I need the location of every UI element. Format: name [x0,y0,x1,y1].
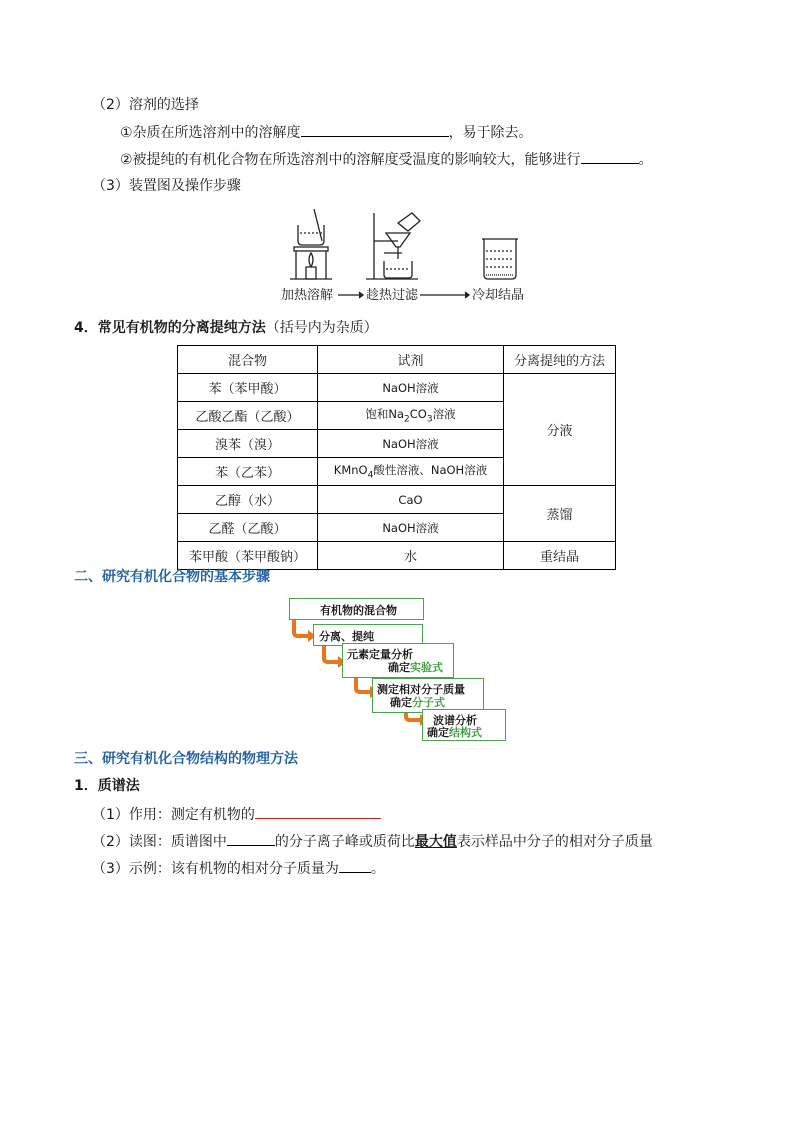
table-row [178,374,616,402]
separation-methods-table [177,345,616,570]
cell-reagent: NaOH溶液 [318,514,504,542]
cell-reagent: 水 [318,542,504,570]
cell-reagent: CaO [318,486,504,514]
flow-box-label: 测定相对分子质量 [377,683,465,696]
cell-method-fenye: 分液 [504,374,616,486]
flow-box-label: 波谱分析 [433,714,477,727]
answer-blank[interactable] [301,122,449,137]
header-mixture: 混合物 [178,346,318,374]
mass-spec-item-3-text: （3）示例：该有机物的相对分子质量为 [92,861,339,877]
solvent-item-1-text: ①杂质在所选溶剂中的溶解度 [120,125,301,141]
filtration-apparatus-icon [366,213,420,279]
apparatus-heading: （3）装置图及操作步骤 [92,178,241,194]
beaker-icon [482,239,518,279]
heating-apparatus-icon [290,209,332,279]
table-header-row [178,346,616,374]
cell-method-distill: 蒸馏 [504,486,616,542]
flow-box-elemental [342,643,454,678]
flow-box-spectra [422,709,506,741]
cell-method-recrystallize: 重结晶 [504,542,616,570]
flow-box-label: 分离、提纯 [319,630,374,643]
cell-mixture: 乙醛（乙酸） [178,514,318,542]
cell-reagent: NaOH溶液 [318,374,504,402]
answer-blank[interactable] [339,858,371,873]
solvent-item-1-tail: ，易于除去。 [448,125,533,141]
mass-spec-item-2-text: （2）读图：质谱图中 [92,834,227,850]
cell-mixture: 溴苯（溴） [178,430,318,458]
mass-spec-item-2: （2）读图：质谱图中 的分子离子峰或质荷比最大值表示样品中分子的相对分子质量 [92,831,653,852]
step-hot-filter: 趁热过滤 [366,288,419,303]
cell-reagent: NaOH溶液 [318,430,504,458]
answer-blank[interactable] [581,149,639,164]
solvent-item-1 [120,122,533,143]
solvent-item-2-text: ②被提纯的有机化合物在所选溶剂中的溶解度受温度的影响较大，能够进行 [120,152,581,168]
flow-box-label: 元素定量分析 [347,648,413,661]
cell-mixture: 苯甲酸（苯甲酸钠） [178,542,318,570]
cell-mixture: 乙酸乙酯（乙酸） [178,402,318,430]
flow-box-sublabel: 确定分子式 [390,696,445,709]
methods-heading-note: （括号内为杂质） [265,320,378,336]
cell-mixture: 苯（苯甲酸） [178,374,318,402]
cell-reagent: KMnO$_4$酸性溶液、NaOH溶液 [318,458,504,486]
header-method: 分离提纯的方法 [504,346,616,374]
steps-heading: 二、研究有机化合物的基本步骤 [74,569,270,585]
step-cool-crystallize: 冷却结晶 [472,288,525,303]
flow-box-sublabel: 确定结构式 [427,726,482,739]
mass-spec-item-3: （3）示例：该有机物的相对分子质量为 。 [92,858,385,879]
mass-spec-item-1 [92,804,381,825]
cell-mixture: 苯（乙苯） [178,458,318,486]
table-row [178,542,616,570]
cell-mixture: 乙醇（水） [178,486,318,514]
physical-heading: 三、研究有机化合物结构的物理方法 [74,751,298,767]
flow-arrow-icon [294,618,308,636]
methods-heading-num: 4． [74,320,98,336]
solvent-item-2 [120,149,653,170]
answer-blank[interactable] [227,831,275,846]
solvent-heading: （2）溶剂的选择 [92,97,199,113]
header-reagent: 试剂 [318,346,504,374]
answer-blank[interactable] [255,804,381,819]
flow-box-molar-mass [372,678,484,713]
flow-box-mixture [289,598,424,620]
methods-heading-title: 常见有机物的分离提纯方法 [97,320,266,336]
mass-spec-heading: 1．质谱法 [74,778,140,794]
flow-box-label: 有机物的混合物 [320,604,397,617]
emphasis-max-value: 最大值 [414,834,457,850]
solvent-item-2-tail: 。 [638,152,653,168]
step-heat-dissolve: 加热溶解 [281,288,334,303]
mass-spec-item-1-text: （1）作用：测定有机物的 [92,807,255,823]
cell-reagent: 饱和$Na_2CO_3$溶液 [318,402,504,430]
flow-box-sublabel: 确定实验式 [388,661,443,674]
table-row [178,486,616,514]
methods-heading [74,318,378,338]
